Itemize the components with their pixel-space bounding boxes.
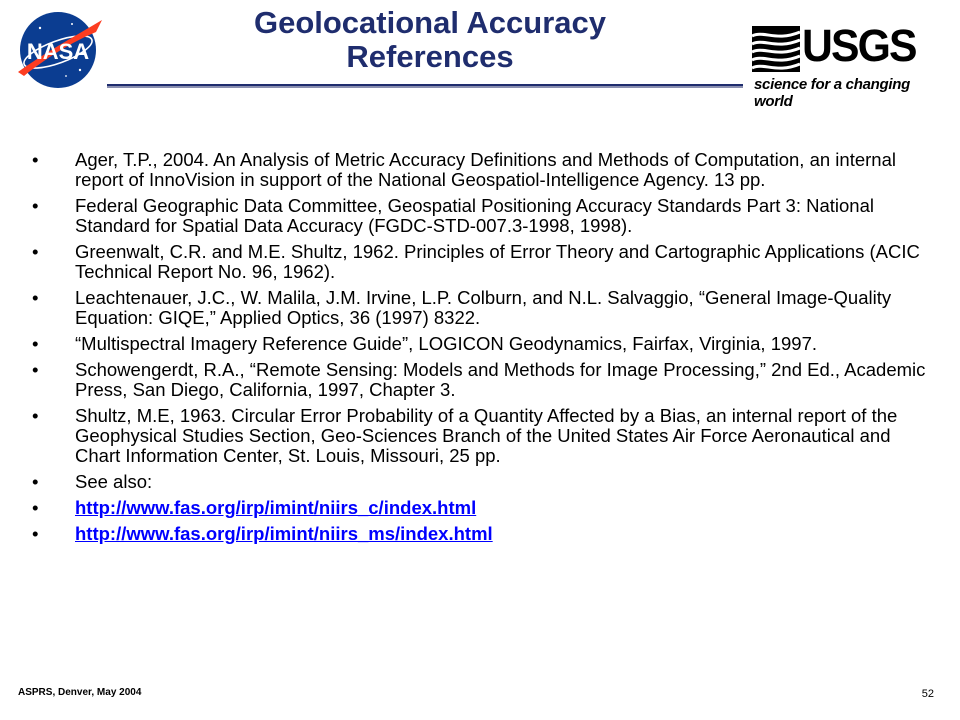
page-number: 52 [921,688,934,700]
reference-item [30,334,930,354]
reference-item [30,406,930,466]
page-title [130,6,730,74]
bullet-icon: • [32,405,39,426]
nasa-logo-text: NASA [26,39,90,64]
nasa-logo [10,6,106,94]
bullet-icon: • [32,149,39,170]
usgs-wordmark: USGS [802,20,916,71]
reference-item [30,150,930,190]
reference-text: Leachtenauer, J.C., W. Malila, J.M. Irvine, L.P. Colburn, and N.L. Salvaggio, “General Image-Quality Equation: GIQE,” Applied Optics, 36 (1997) 8322. [75,287,892,328]
bullet-icon: • [32,497,39,518]
title-divider [107,84,743,88]
bullet-icon: • [32,195,39,216]
bullet-icon: • [32,359,39,380]
reference-text: Federal Geographic Data Committee, Geospatial Positioning Accuracy Standards Part 3: National Standard for Spatial Data Accuracy (FGDC-STD-007.3-1998, 1998). [75,195,874,236]
link-niirs-ms[interactable]: http://www.fas.org/irp/imint/niirs_ms/index.html [75,523,493,544]
reference-item [30,360,930,400]
bullet-icon: • [32,471,39,492]
reference-item [30,242,930,282]
link-niirs-c[interactable]: http://www.fas.org/irp/imint/niirs_c/index.html [75,497,477,518]
reference-text: Schowengerdt, R.A., “Remote Sensing: Models and Methods for Image Processing,” 2nd Ed., Academic Press, San Diego, California, 1997, Chapter 3. [75,359,926,400]
reference-text: Greenwalt, C.R. and M.E. Shultz, 1962. Principles of Error Theory and Cartographic Applications (ACIC Technical Report No. 96, 1962). [75,241,920,282]
reference-text: Ager, T.P., 2004. An Analysis of Metric Accuracy Definitions and Methods of Computation, an internal report of InnoVision in support of the National Geospatiol-Intelligence Agency. 13 pp. [75,149,896,190]
usgs-logo [752,20,934,110]
link-item [30,498,930,518]
bullet-icon: • [32,287,39,308]
footer-text: ASPRS, Denver, May 2004 [18,687,142,698]
link-item [30,524,930,544]
reference-item [30,196,930,236]
bullet-icon: • [32,523,39,544]
references-list [30,150,930,550]
reference-text: See also: [75,471,153,492]
reference-item [30,472,930,492]
reference-text: “Multispectral Imagery Reference Guide”, LOGICON Geodynamics, Fairfax, Virginia, 1997. [75,333,818,354]
usgs-tagline: science for a changing world [754,76,910,110]
bullet-icon: • [32,241,39,262]
usgs-wave-icon [752,26,804,76]
title-line-2: References [346,39,514,74]
reference-item [30,288,930,328]
bullet-icon: • [32,333,39,354]
title-line-1: Geolocational Accuracy [253,5,607,40]
reference-text: Shultz, M.E, 1963. Circular Error Probability of a Quantity Affected by a Bias, an internal report of the Geophysical Studies Section, Geo-Sciences Branch of the United States Air Force Aeronautical and Chart Information Center, St. Louis, Missouri, 25 pp. [75,405,898,466]
